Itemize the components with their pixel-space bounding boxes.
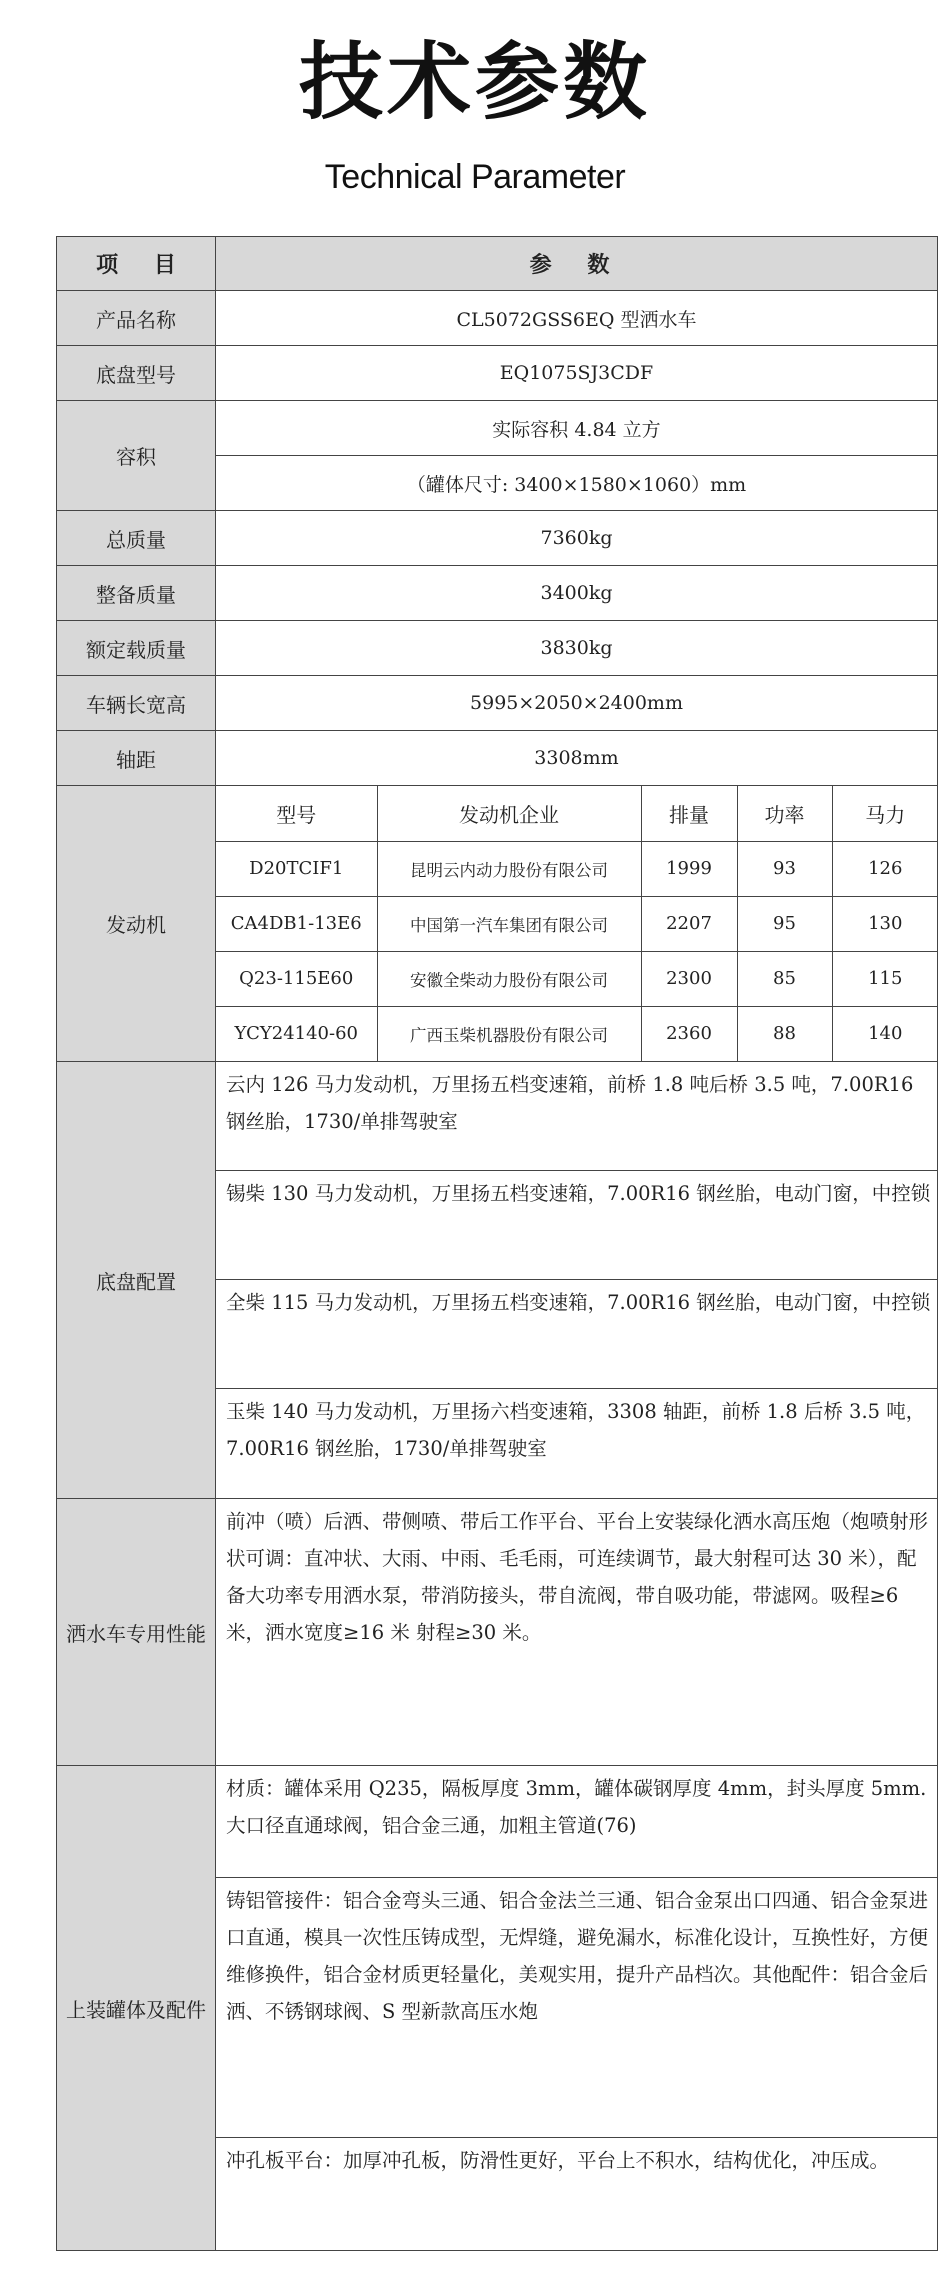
engine-displacement: 2300 xyxy=(641,951,737,1006)
row-total-mass xyxy=(57,511,938,566)
engine-power: 85 xyxy=(737,951,832,1006)
engine-col-power: 功率 xyxy=(737,786,832,841)
engine-company: 广西玉柴机器股份有限公司 xyxy=(377,1006,641,1061)
curb-mass-label: 整备质量 xyxy=(57,566,216,621)
dimensions-value: 5995×2050×2400mm xyxy=(216,676,938,731)
row-wheelbase xyxy=(57,731,938,786)
chassis-model-value: EQ1075SJ3CDF xyxy=(216,346,938,401)
dimensions-label: 车辆长宽高 xyxy=(57,676,216,731)
engine-horsepower: 126 xyxy=(832,841,938,896)
engine-model: D20TCIF1 xyxy=(216,841,377,896)
engine-row xyxy=(216,841,938,896)
header-param: 参 数 xyxy=(216,237,938,291)
engine-row xyxy=(216,1006,938,1061)
product-name-value: CL5072GSS6EQ 型洒水车 xyxy=(216,291,938,346)
engine-col-model: 型号 xyxy=(216,786,377,841)
chassis-config-item: 云内 126 马力发动机，万里扬五档变速箱，前桥 1.8 吨后桥 3.5 吨，7.00R16 钢丝胎，1730/单排驾驶室 xyxy=(216,1062,938,1171)
volume-label: 容积 xyxy=(57,401,216,511)
header-row xyxy=(57,237,938,291)
volume-value-1: 实际容积 4.84 立方 xyxy=(216,401,938,456)
chassis-config-label: 底盘配置 xyxy=(57,1062,216,1499)
engine-power: 93 xyxy=(737,841,832,896)
engine-horsepower: 115 xyxy=(832,951,938,1006)
engine-power: 88 xyxy=(737,1006,832,1061)
engine-col-displacement: 排量 xyxy=(641,786,737,841)
chassis-config-item: 全柴 115 马力发动机，万里扬五档变速箱，7.00R16 钢丝胎，电动门窗，中控锁 xyxy=(216,1280,938,1389)
total-mass-value: 7360kg xyxy=(216,511,938,566)
sprinkler-features-text: 前冲（喷）后洒、带侧喷、带后工作平台、平台上安装绿化洒水高压炮（炮喷射形状可调：直冲状、大雨、中雨、毛毛雨，可连续调节，最大射程可达 30 米），配备大功率专用洒水泵，带消防接头，带自流阀，带自吸功能，带滤网。吸程≥6 米，洒水宽度≥16 米 射程≥30 米。 xyxy=(216,1499,938,1766)
engine-displacement: 2207 xyxy=(641,896,737,951)
row-rated-load xyxy=(57,621,938,676)
engine-table xyxy=(216,786,938,1061)
engine-col-horsepower: 马力 xyxy=(832,786,938,841)
engine-company: 中国第一汽车集团有限公司 xyxy=(377,896,641,951)
engine-model: CA4DB1-13E6 xyxy=(216,896,377,951)
engine-table-cell xyxy=(216,786,938,1062)
engine-displacement: 2360 xyxy=(641,1006,737,1061)
engine-label: 发动机 xyxy=(57,786,216,1062)
wheelbase-label: 轴距 xyxy=(57,731,216,786)
rated-load-label: 额定载质量 xyxy=(57,621,216,676)
product-name-label: 产品名称 xyxy=(57,291,216,346)
engine-horsepower: 140 xyxy=(832,1006,938,1061)
tank-parts-item: 铸铝管接件：铝合金弯头三通、铝合金法兰三通、铝合金泵出口四通、铝合金泵进口直通，模具一次性压铸成型，无焊缝，避免漏水，标准化设计，互换性好，方便维修换件，铝合金材质更轻量化，美观实用，提升产品档次。其他配件：铝合金后洒、不锈钢球阀、S 型新款高压水炮 xyxy=(216,1878,938,2138)
row-chassis-config-1 xyxy=(57,1062,938,1171)
tank-parts-item: 冲孔板平台：加厚冲孔板，防滑性更好，平台上不积水，结构优化，冲压成。 xyxy=(216,2138,938,2251)
row-dimensions xyxy=(57,676,938,731)
row-tank-parts-1 xyxy=(57,1766,938,1878)
sprinkler-features-label: 洒水车专用性能 xyxy=(57,1499,216,1766)
row-engine xyxy=(57,786,938,1062)
rated-load-value: 3830kg xyxy=(216,621,938,676)
engine-model: Q23-115E60 xyxy=(216,951,377,1006)
row-chassis-model xyxy=(57,346,938,401)
chassis-config-item: 锡柴 130 马力发动机，万里扬五档变速箱，7.00R16 钢丝胎，电动门窗，中控锁 xyxy=(216,1171,938,1280)
engine-col-company: 发动机企业 xyxy=(377,786,641,841)
curb-mass-value: 3400kg xyxy=(216,566,938,621)
wheelbase-value: 3308mm xyxy=(216,731,938,786)
engine-displacement: 1999 xyxy=(641,841,737,896)
chassis-model-label: 底盘型号 xyxy=(57,346,216,401)
spec-table xyxy=(56,236,938,2251)
chassis-config-item: 玉柴 140 马力发动机，万里扬六档变速箱，3308 轴距，前桥 1.8 后桥 3.5 吨，7.00R16 钢丝胎，1730/单排驾驶室 xyxy=(216,1389,938,1499)
engine-row xyxy=(216,896,938,951)
volume-value-2: （罐体尺寸: 3400×1580×1060）mm xyxy=(216,456,938,511)
engine-model: YCY24140-60 xyxy=(216,1006,377,1061)
header-item: 项 目 xyxy=(57,237,216,291)
tank-parts-item: 材质：罐体采用 Q235，隔板厚度 3mm，罐体碳钢厚度 4mm，封头厚度 5mm. 大口径直通球阀，铝合金三通，加粗主管道(76) xyxy=(216,1766,938,1878)
row-volume-1 xyxy=(57,401,938,456)
row-curb-mass xyxy=(57,566,938,621)
tank-parts-label: 上装罐体及配件 xyxy=(57,1766,216,2251)
engine-row xyxy=(216,951,938,1006)
row-product-name xyxy=(57,291,938,346)
row-sprinkler-features xyxy=(57,1499,938,1766)
total-mass-label: 总质量 xyxy=(57,511,216,566)
engine-power: 95 xyxy=(737,896,832,951)
engine-company: 昆明云内动力股份有限公司 xyxy=(377,841,641,896)
engine-horsepower: 130 xyxy=(832,896,938,951)
page-title: 技术参数 xyxy=(298,33,651,131)
engine-header-row xyxy=(216,786,938,841)
page-subtitle: Technical Parameter xyxy=(324,158,626,196)
engine-company: 安徽全柴动力股份有限公司 xyxy=(377,951,641,1006)
